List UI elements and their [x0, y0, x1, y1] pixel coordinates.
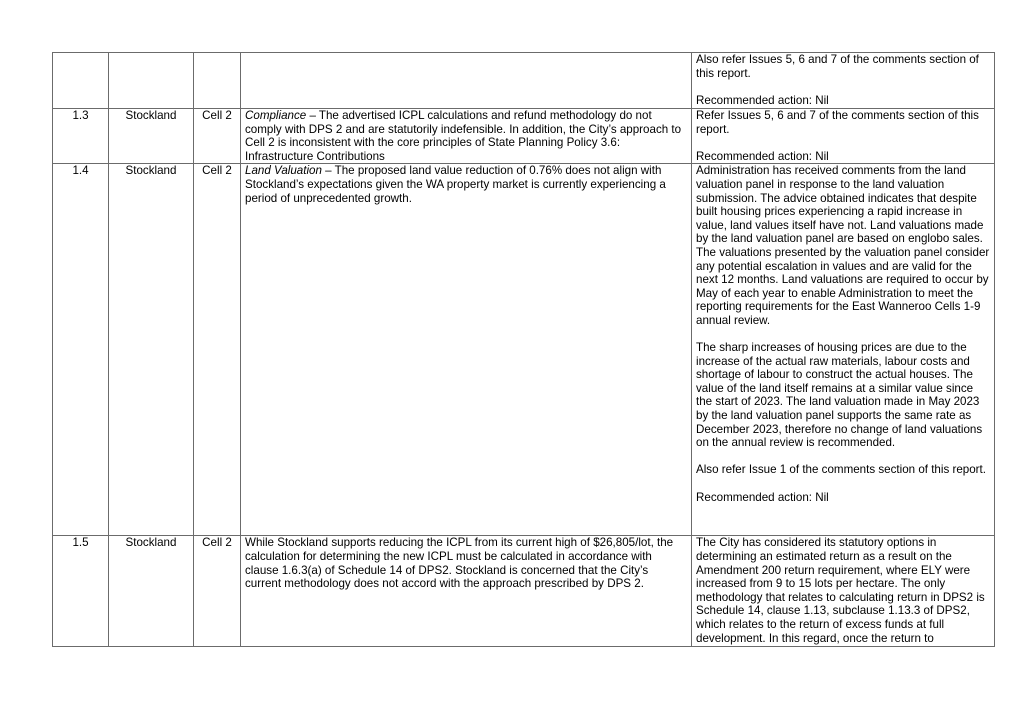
table-row	[53, 53, 995, 109]
table-row	[53, 536, 995, 647]
item-number: 1.4	[53, 164, 109, 536]
submitter: Stockland	[109, 536, 194, 647]
response-paragraph: Refer Issues 5, 6 and 7 of the comments section of this report.	[696, 109, 979, 136]
comment-text: – The advertised ICPL calculations and refund methodology do not comply with DPS 2 and are statutorily indefensible. In addition, the City’s approach to Cell 2 is inconsistent with the core principles of State Planning Policy 3.6: Infrastructure Contributions	[245, 109, 682, 163]
comment-cell	[241, 53, 692, 109]
submitter: Stockland	[109, 109, 194, 164]
response-paragraph: Administration has received comments from the land valuation panel in response to the land valuation submission. The advice obtained indicates that despite built housing prices experiencing a rapid increase in value, land values itself have not. Land valuations made by the land valuation panel are based on englobo sales. The valuations presented by the valuation panel consider any potential escalation in values and are valid for the next 12 months. Land valuations are required to occur by May of each year to enable Administration to meet the reporting requirements for the East Wanneroo Cells 1-9 annual review.	[696, 164, 990, 327]
comment-topic: Compliance	[245, 109, 307, 122]
comment-text: While Stockland supports reducing the ICPL from its current high of $26,805/lot, the calculation for determining the new ICPL must be calculated in accordance with clause 1.6.3(a) of Schedule 14 of DPS2. Stockland is concerned that the City’s current methodology does not accord with the approach prescribed by DPS 2.	[245, 536, 674, 591]
comment-cell	[241, 109, 692, 164]
submitter	[109, 53, 194, 109]
response-cell	[692, 164, 995, 536]
comment-cell	[241, 536, 692, 647]
table-row	[53, 164, 995, 536]
response-cell	[692, 53, 995, 109]
table-row	[53, 109, 995, 164]
recommended-action: Recommended action: Nil	[696, 490, 829, 504]
comment-cell	[241, 164, 692, 536]
response-paragraph: The City has considered its statutory options in determining an estimated return as a result on the Amendment 200 return requirement, where ELY were increased from 9 to 15 lots per hectare. The only methodology that relates to calculating return in DPS2 is Schedule 14, clause 1.13, subclause 1.13.3 of DPS2, which relates to the return of excess funds at full development. In this regard, once the return to	[696, 536, 985, 645]
cell-ref: Cell 2	[194, 164, 241, 536]
cell-ref	[194, 53, 241, 109]
recommended-action: Recommended action: Nil	[696, 149, 829, 163]
response-cell	[692, 536, 995, 647]
response-paragraph: The sharp increases of housing prices are due to the increase of the actual raw materials, labour costs and shortage of labour to construct the actual houses. The value of the land itself remains at a similar value since the start of 2023. The land valuation made in May 2023 by the land valuation panel supports the same rate as December 2023, therefore no change of land valuations on the annual review is recommended.	[696, 341, 983, 450]
response-paragraph: Also refer Issue 1 of the comments section of this report.	[696, 463, 986, 477]
item-number: 1.5	[53, 536, 109, 647]
comment-topic: Land Valuation	[245, 164, 322, 178]
response-cell	[692, 109, 995, 164]
cell-ref: Cell 2	[194, 109, 241, 164]
item-number: 1.3	[53, 109, 109, 164]
comment-text: – The proposed land value reduction of 0.76% does not align with Stockland’s expectations given the WA property market is currently experiencing a period of unprecedented growth.	[245, 164, 666, 205]
response-paragraph: Also refer Issues 5, 6 and 7 of the comments section of this report.	[696, 53, 979, 80]
submissions-table	[52, 52, 995, 647]
submitter: Stockland	[109, 164, 194, 536]
cell-ref: Cell 2	[194, 536, 241, 647]
item-number	[53, 53, 109, 109]
recommended-action: Recommended action: Nil	[696, 93, 829, 107]
